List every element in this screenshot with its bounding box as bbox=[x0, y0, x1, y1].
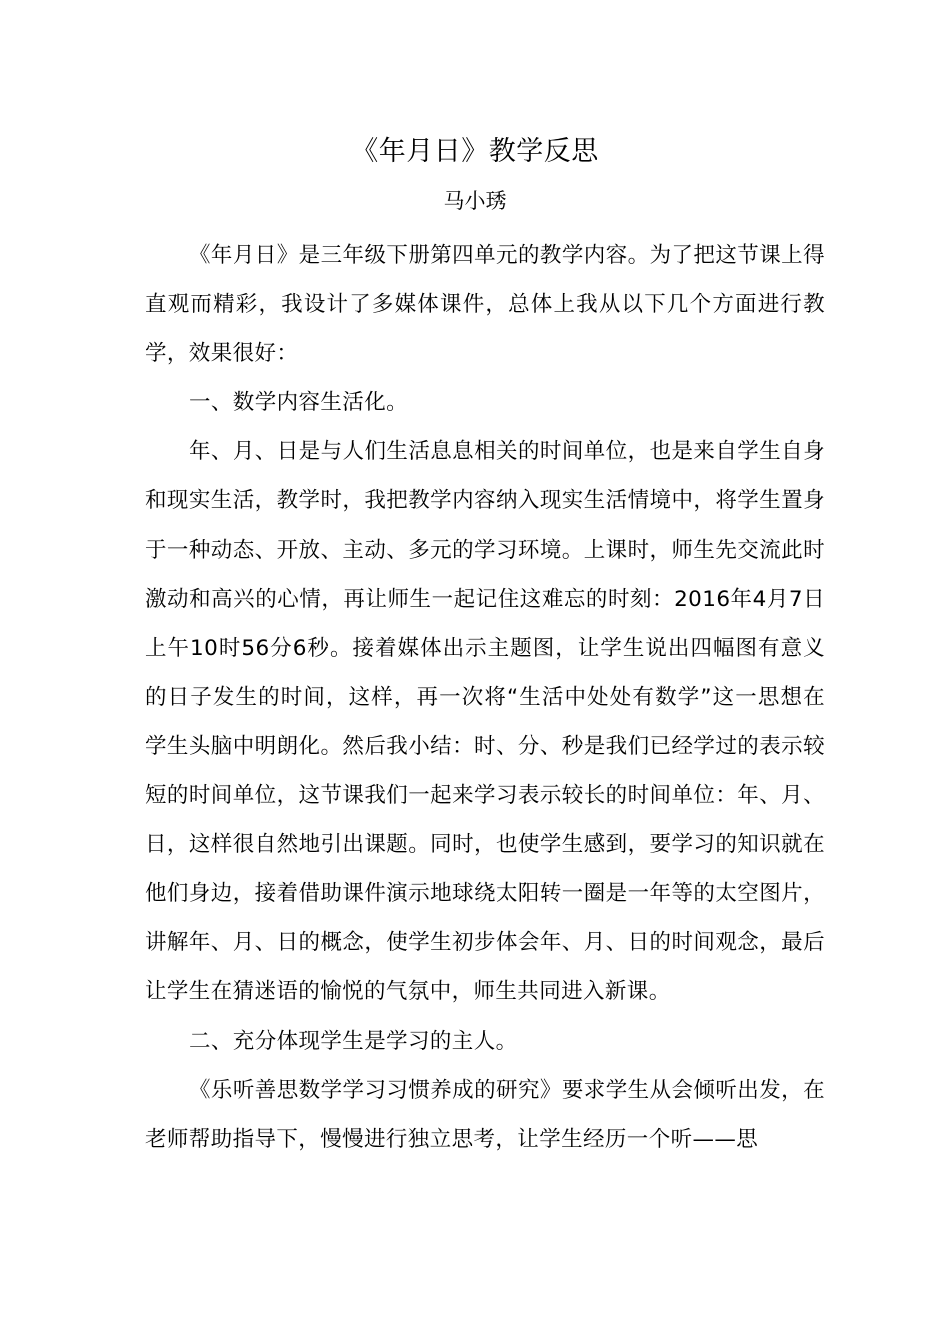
section-heading-2: 二、充分体现学生是学习的主人。 bbox=[189, 1028, 518, 1054]
document-title: 《年月日》教学反思 bbox=[351, 136, 599, 167]
paragraph-intro: 《年月日》是三年级下册第四单元的教学内容。为了把这节课上得直观而精彩，我设计了多媒体课件，总体上我从以下几个方面进行教学，效果很好： bbox=[145, 243, 825, 367]
section-heading-1: 一、数学内容生活化。 bbox=[189, 390, 409, 416]
paragraph-section-2: 《乐听善思数学学习习惯养成的研究》要求学生从会倾听出发，在老师帮助指导下，慢慢进行独立思考，让学生经历一个听——思 bbox=[145, 1077, 825, 1152]
document-body bbox=[145, 231, 825, 1164]
author-name: 马小琇 bbox=[443, 189, 507, 213]
paragraph-section-1: 年、月、日是与人们生活息息相关的时间单位，也是来自学生自身和现实生活，教学时，我把教学内容纳入现实生活情境中，将学生置身于一种动态、开放、主动、多元的学习环境。上课时，师生先交流此时激动和高兴的心情，再让师生一起记住这难忘的时刻：2016年4月7日上午10时56分6秒。接着媒体出示主题图，让学生说出四幅图有意义的日子发生的时间，这样，再一次将“生活中处处有数学”这一思想在学生头脑中明朗化。然后我小结：时、分、秒是我们已经学过的表示较短的时间单位，这节课我们一起来学习表示较长的时间单位：年、月、日，这样很自然地引出课题。同时，也使学生感到，要学习的知识就在他们身边，接着借助课件演示地球绕太阳转一圈是一年等的太空图片，讲解年、月、日的概念，使学生初步体会年、月、日的时间观念，最后让学生在猜迷语的愉悦的气氛中，师生共同进入新课。 bbox=[145, 439, 825, 1005]
